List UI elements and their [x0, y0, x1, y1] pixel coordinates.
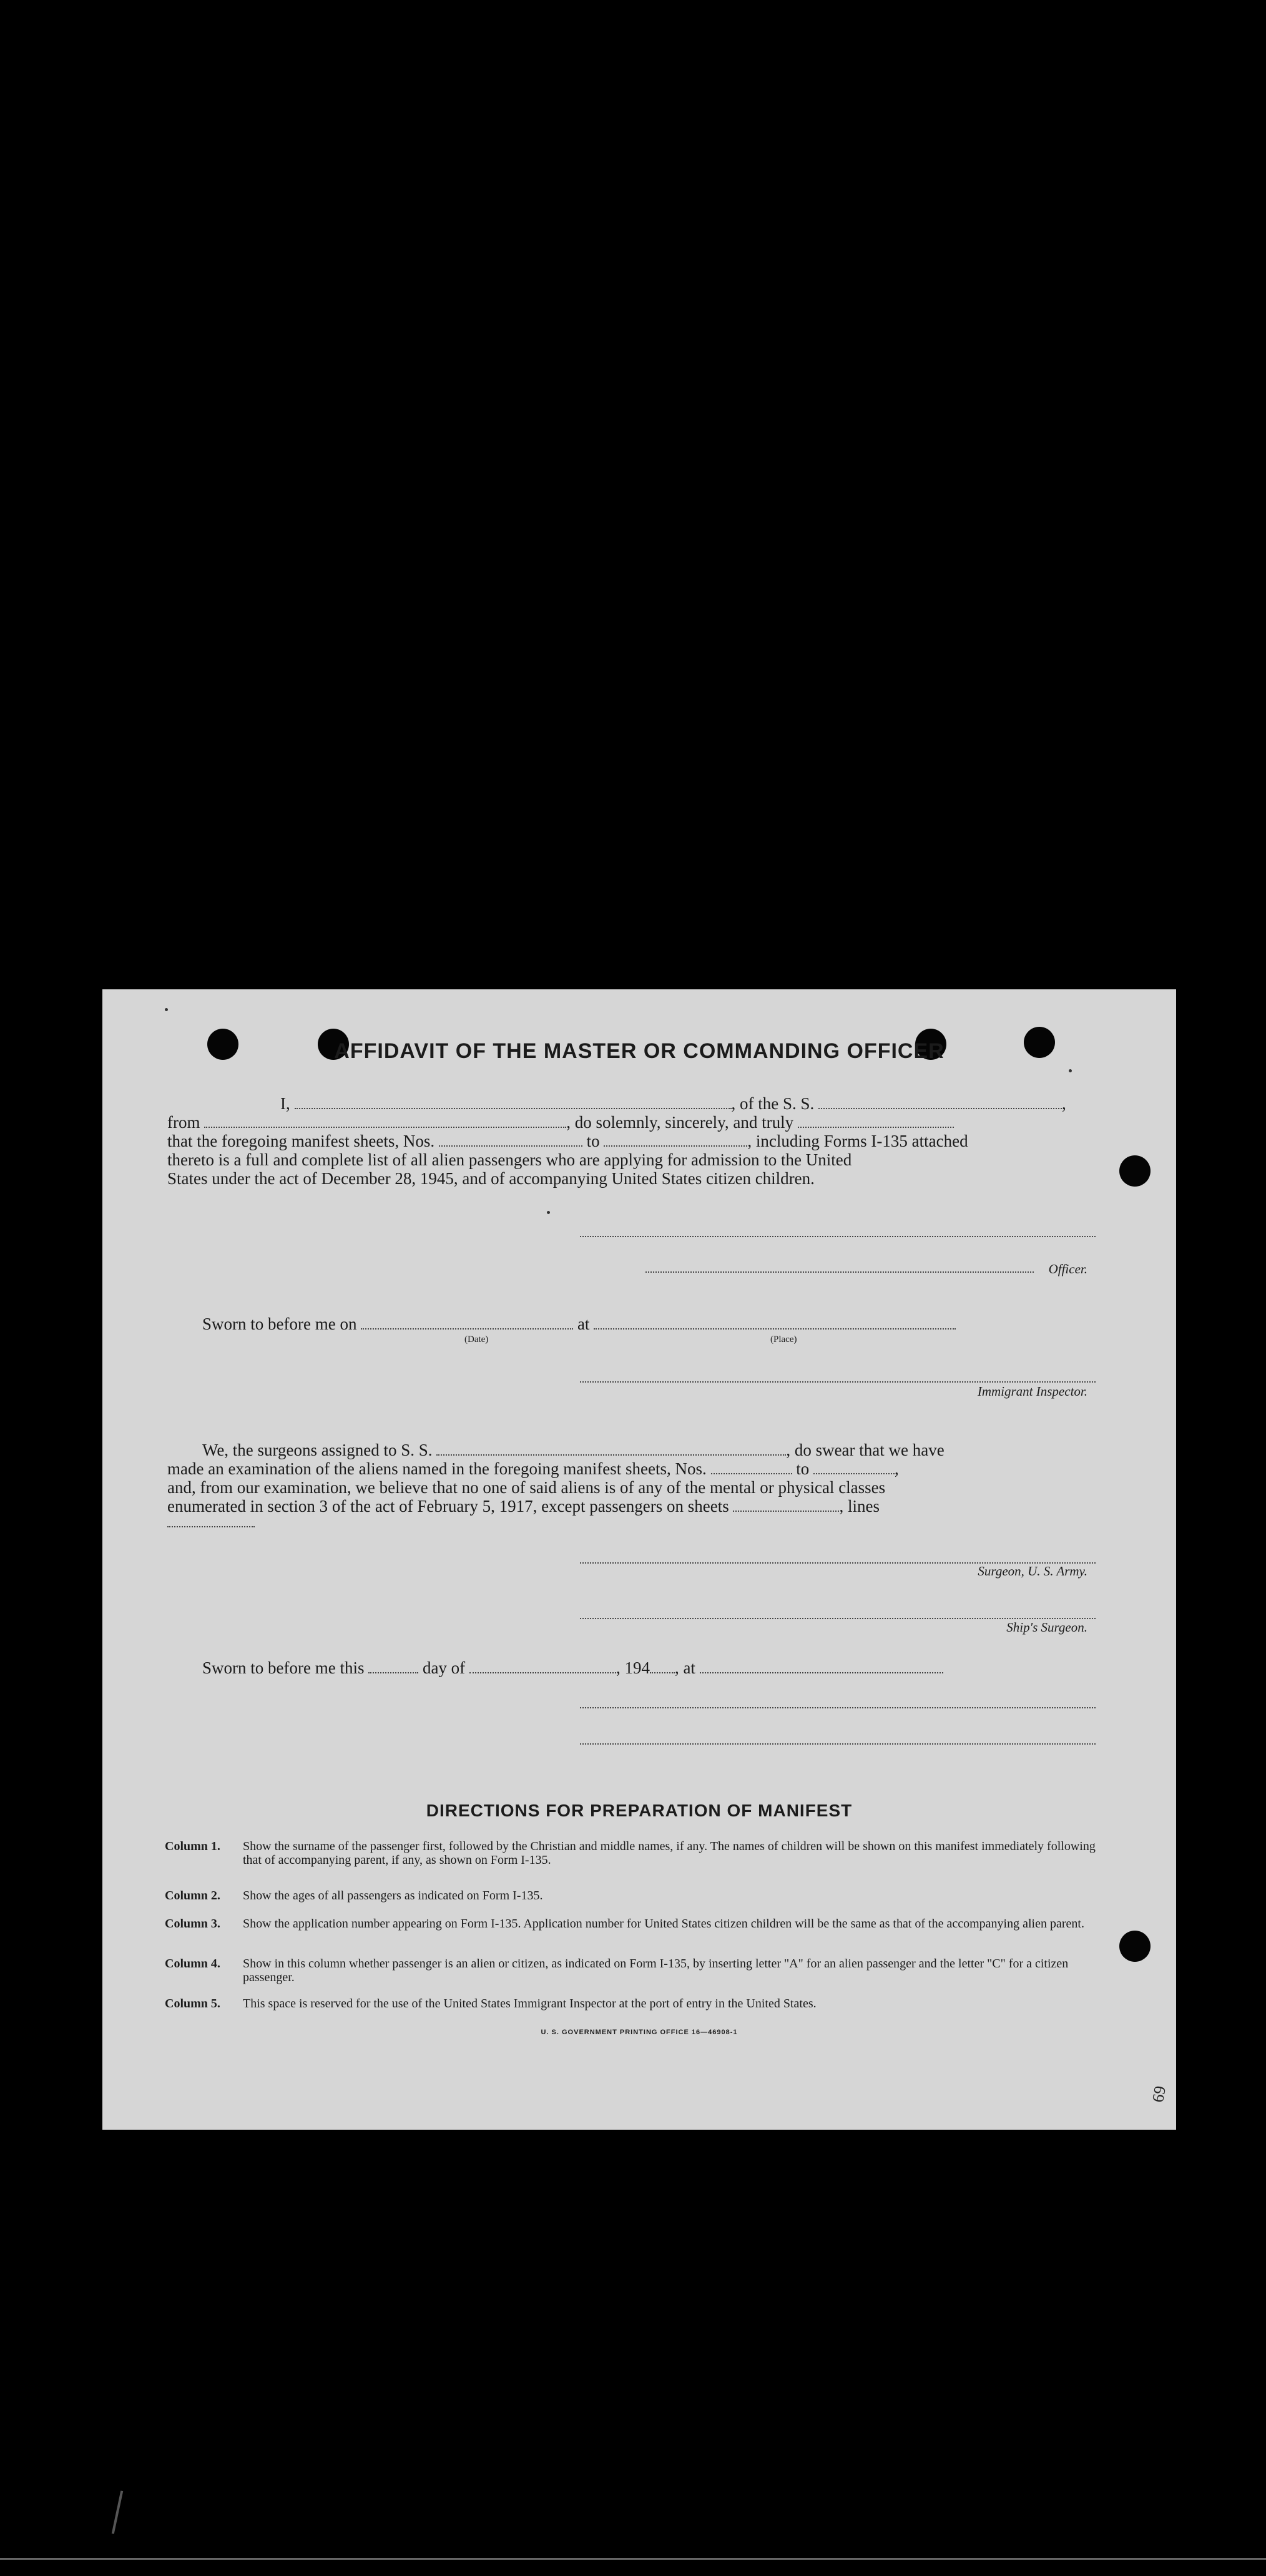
column-3-text: Show the application number appearing on Form I-135. Application number for United States citizen children will be the same as that of the accompanying alien parent.	[243, 1917, 1084, 1931]
affidavit-line-3: that the foregoing manifest sheets, Nos. to , including Forms I-135 attached	[167, 1132, 968, 1150]
column-1-label: Column 1.	[165, 1839, 220, 1853]
inspector-signature-line[interactable]	[580, 1381, 1096, 1383]
scan-artifact-stroke	[112, 2490, 123, 2534]
inspector-label: Immigrant Inspector.	[977, 1384, 1087, 1399]
place-caption: (Place)	[770, 1335, 797, 1344]
surgeons-line-1: We, the surgeons assigned to S. S. , do swear that we have	[202, 1441, 945, 1459]
name-field[interactable]	[295, 1095, 732, 1109]
affidavit-title: AFFIDAVIT OF THE MASTER OR COMMANDING OFFICER	[334, 1039, 945, 1063]
column-4-text: Show in this column whether passenger is an alien or citizen, as indicated on Form I-135, by inserting letter "A" for an alien passenger and the letter "C" for a citizen passenger.	[243, 1957, 1069, 1984]
column-4-label: Column 4.	[165, 1957, 220, 1971]
form-sheet	[102, 989, 1176, 2130]
exam-sheet-start-field[interactable]	[711, 1461, 792, 1474]
officer-label: Officer.	[1048, 1261, 1087, 1276]
from-port-field[interactable]	[204, 1114, 566, 1128]
ink-speck	[547, 1211, 550, 1214]
ship-surgeon-label: Ship's Surgeon.	[1006, 1620, 1087, 1635]
ink-speck	[165, 1008, 168, 1011]
column-5-label: Column 5.	[165, 1997, 220, 2010]
handwritten-page-number: 69	[1148, 2084, 1170, 2104]
affidavit-line-4: thereto is a full and complete list of all alien passengers who are applying for admission to the United	[167, 1150, 852, 1169]
sheet-end-field[interactable]	[604, 1133, 747, 1147]
sworn-date-field[interactable]	[361, 1316, 573, 1330]
sworn-line-2: Sworn to before me this day of , 194 , at	[202, 1658, 943, 1677]
witness-signature-line[interactable]	[580, 1707, 1096, 1708]
affidavit-line-1: I, , of the S. S. ,	[280, 1094, 1066, 1113]
sworn-month-field[interactable]	[469, 1660, 616, 1673]
affidavit-line-5: States under the act of December 28, 1945, and of accompanying United States citizen children.	[167, 1169, 815, 1188]
oath-blank-field[interactable]	[798, 1114, 954, 1128]
exam-sheet-end-field[interactable]	[813, 1461, 895, 1474]
except-sheets-field[interactable]	[733, 1498, 839, 1512]
surgeons-line-2: made an examination of the aliens named in the foregoing manifest sheets, Nos. to ,	[167, 1459, 899, 1478]
officer-title-line[interactable]	[645, 1271, 1034, 1273]
sworn-day-field[interactable]	[368, 1660, 418, 1673]
column-5-text: This space is reserved for the use of the United States Immigrant Inspector at the port of entry in the United States.	[243, 1997, 817, 2010]
column-2-label: Column 2.	[165, 1889, 220, 1903]
sworn-location-field[interactable]	[700, 1660, 943, 1673]
affidavit-line-2: from , do solemnly, sincerely, and truly	[167, 1113, 954, 1132]
ink-speck	[1069, 1069, 1072, 1072]
sworn-place-field[interactable]	[594, 1316, 956, 1330]
sworn-line-1: Sworn to before me on at	[202, 1315, 956, 1333]
directions-title: DIRECTIONS FOR PREPARATION OF MANIFEST	[426, 1801, 853, 1820]
sworn-year-field[interactable]	[650, 1660, 675, 1673]
witness-title-line[interactable]	[580, 1743, 1096, 1745]
punch-hole	[1119, 1155, 1151, 1187]
date-caption: (Date)	[464, 1335, 489, 1344]
surgeons-line-3: and, from our examination, we believe that no one of said aliens is of any of the mental or physical classes	[167, 1478, 886, 1497]
ship-surgeon-signature-line[interactable]	[580, 1618, 1096, 1619]
officer-signature-line[interactable]	[580, 1236, 1096, 1237]
army-surgeon-label: Surgeon, U. S. Army.	[978, 1564, 1087, 1579]
column-3-label: Column 3.	[165, 1917, 220, 1931]
ship-name-field[interactable]	[818, 1095, 1062, 1109]
column-1-text: Show the surname of the passenger first, followed by the Christian and middle names, if any. The names of children will be shown on this manifest immediately following that of accompanying parent, if any, as shown on Form I-135.	[243, 1839, 1096, 1867]
punch-hole	[1119, 1931, 1151, 1962]
except-lines-field[interactable]	[167, 1526, 255, 1527]
scan-edge-line	[0, 2558, 1266, 2560]
surgeon-ship-field[interactable]	[436, 1442, 786, 1456]
column-2-text: Show the ages of all passengers as indicated on Form I-135.	[243, 1889, 543, 1903]
printing-office-footer: U. S. GOVERNMENT PRINTING OFFICE 16—46908-1	[541, 2029, 738, 2036]
sheet-start-field[interactable]	[439, 1133, 582, 1147]
surgeons-line-4: enumerated in section 3 of the act of February 5, 1917, except passengers on sheets , lines	[167, 1497, 880, 1516]
